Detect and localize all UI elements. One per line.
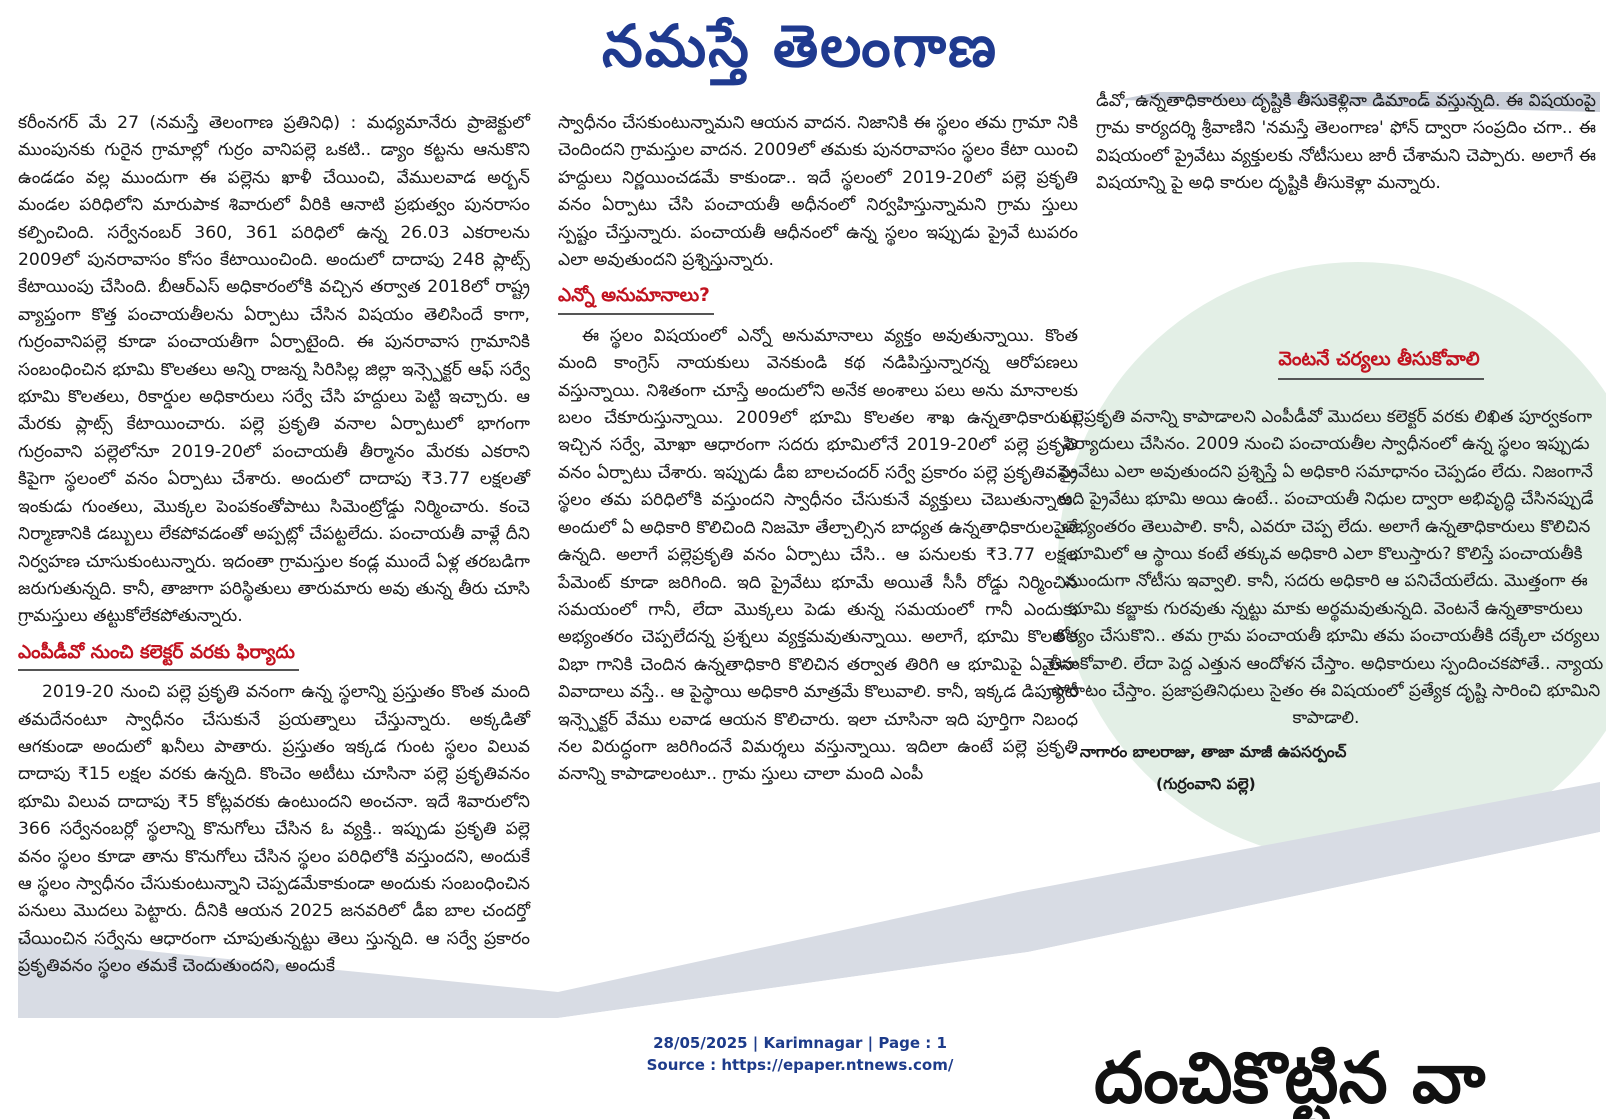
quote-text: పల్లెప్రకృతి వనాన్ని కాపాడాలని ఎంపీడీవో మొదలు కలెక్టర్ వరకు లిఖిత పూర్వకంగా ఫిర్యాదులు చేసినం. 2009 నుంచి పంచాయతీల స్వాధీనంలో ఉన్న స్థలం ఇప్పుడు ప్రైవేటు ఎలా అవుతుందని ప్రశ్నిస్తే ఏ అధికారి సమాధానం చెప్పడం లేదు. నిజంగానే అది ప్రైవేటు భూమి అయి ఉంటే.. పంచాయతీ నిధుల ద్వారా అభివృద్ధి చేసినప్పుడే అభ్యంతరం తెలుపాలి. కానీ, ఎవరూ చెప్ప లేదు. అలాగే ఉన్నతాధికారులు కొలిచిన భూమిలో ఆ స్థాయి కంటే తక్కువ అధికారి ఎలా కొలుస్తారు? కొలిస్తే పంచాయతీకి ముందుగా నోటీసు ఇవ్వాలి. కానీ, సదరు అధికారి ఆ పనిచేయలేదు. మొత్తంగా ఈ భూమి కబ్జాకు గురవుతు న్నట్టు మాకు అర్థమవుతున్నది. వెంటనే ఉన్నతాకారులు జోక్యం చేసుకొని.. తమ గ్రామ పంచాయతీ భూమి తమ పంచాయతీకి దక్కేలా చర్యలు తీసుకోవాలి. లేదా పెద్ద ఎత్తున ఆందోళన చేస్తాం. అధికారులు స్పందించకపోతే.. న్యాయ పోరాటం చేస్తాం. ప్రజాప్రతినిధులు సైతం ఈ విషయంలో ప్రత్యేక దృష్టి సారించి భూమిని కాపాడాలి. bbox=[1048, 407, 1604, 729]
article-paragraph: స్వాధీనం చేసకుంటున్నామని ఆయన వాదన. నిజానికి ఈ స్థలం తమ గ్రామా నికి చెందిందని గ్రామస్తుల వాదన. 2009లో తమకు పునరావాసం స్థలం కేటా యించి హద్దులు నిర్ణయించడమే కాకుండా.. ఇదే స్థలంలో 2019-20లో పల్లె ప్రకృతి వనం ఏర్పాటు చేసి పంచాయతీ అధీనంలో నిర్వహిస్తున్నామని గ్రామ స్తులు స్పష్టం చేస్తున్నారు. పంచాయతీ ఆధీనంలో ఉన్న స్థలం ఇప్పుడు ప్రైవే టుపరం ఎలా అవుతుందని ప్రశ్నిస్తున్నారు. bbox=[558, 113, 1078, 271]
subheading-complaint: ఎంపీడీవో నుంచి కలెక్టర్ వరకు ఫిర్యాదు bbox=[18, 637, 299, 671]
quote-signature: - నాగారం బాలరాజు, తాజా మాజీ ఉపసర్పంచ్ bbox=[1068, 742, 1347, 761]
footer-source-link[interactable]: Source : https://epaper.ntnews.com/ bbox=[646, 1056, 954, 1074]
article-column-2 bbox=[558, 110, 1078, 789]
masthead bbox=[0, 0, 1600, 92]
footer-edition-line: 28/05/2025 | Karimnagar | Page : 1 bbox=[653, 1034, 947, 1052]
article-paragraph: 2019-20 నుంచి పల్లె ప్రకృతి వనంగా ఉన్న స్థలాన్ని ప్రస్తుతం కొంత మంది తమదేనంటూ స్వాధీనం చేసుకునే ప్రయత్నాలు చేస్తున్నారు. అక్కడితో ఆగకుండా అందులో ఖనీలు పాతారు. ప్రస్తుతం ఇక్కడ గుంట స్థలం విలువ దాదాపు ₹15 లక్షల వరకు ఉన్నది. కొంచెం అటీటు చూసినా పల్లె ప్రకృతివనం భూమి విలువ దాదాపు ₹5 కోట్లవరకు ఉంటుందని అంచనా. ఇదే శివారులోని 366 సర్వేనంబర్లో స్థలాన్ని కొనుగోలు చేసిన ఓ వ్యక్తి.. ఇప్పుడు ప్రకృతి పల్లె వనం స్థలం కూడా తాను కొనుగోలు చేసిన స్థలం పరిధిలోకి వస్తుందని, అందుకే ఆ స్థలం స్వాధీనం చేసుకుంటున్నాని చెప్పడమేకాకుండా అందుకు సంబంధించిన పనులు మొదలు పెట్టారు. దీనికి ఆయన 2025 జనవరిలో డీఐ బాల చందర్తో చేయించిన సర్వేను ఆధారంగా చూపుతున్నట్టు తెలు స్తున్నది. ఆ సర్వే ప్రకారం ప్రకృతివనం స్థలం తమకే చెందుతుందని, అందుకే bbox=[18, 682, 530, 977]
next-article-headline: దంచికొట్టిన వా bbox=[1094, 1037, 1486, 1119]
article-paragraph: కరీంనగర్ మే 27 (నమస్తే తెలంగాణ ప్రతినిధి) : మధ్యమానేరు ప్రాజెక్టులో ముంపునకు గురైన గ్రామాల్లో గుర్రం వానిపల్లె ఒకటి.. డ్యాం కట్టను ఆనుకొని ఉండడం వల్ల ముందుగా ఈ పల్లెను ఖాళీ చేయించి, వేములవాడ అర్బన్ మండల పరిధిలోని మారుపాక శివారులో వీరికి ఆనాటి ప్రభుత్వం పునరాసం కల్పించింది. సర్వేనంబర్ 360, 361 పరిధిలో ఉన్న 26.03 ఎకరాలను 2009లో పునరావాసం కోసం కేటాయించింది. అందులో దాదాపు 248 ప్లాట్స్ కేటాయింపు చేసింది. బీఆర్ఎస్ అధికారంలోకి వచ్చిన తర్వాత 2018లో రాష్ట్ర వ్యాప్తంగా కొత్త పంచాయతీలను ఏర్పాటు చేసిన విషయం తెలిసిందే కాగా, గుర్రంవానిపల్లె కూడా పంచాయతీగా ఏర్పాటైంది. ఈ పునరావాస గ్రామానికి సంబంధించిన భూమి కొలతలు అన్ని రాజన్న సిరిసిల్ల జిల్లా ఇన్స్పెక్టర్ ఆఫ్ సర్వే భూమి కొలతలు, రికార్డుల అధికారులు సర్వే చేసి హద్దులు పెట్టి ఇచ్చారు. ఆ మేరకు ప్లాట్స్ కేటాయించారు. పల్లె ప్రకృతి వనాల ఏర్పాటులో భాగంగా గుర్రంవాని పల్లెలోనూ 2019-20లో పంచాయతీ తీర్మానం మేరకు ఎకరాని కిపైగా స్థలంలో వనం ఏర్పాటు చేశారు. అందులో దాదాపు ₹3.77 లక్షలతో ఇంకుడు గుంతలు, మొక్కల పెంపకంతోపాటు సిమెంట్రోడ్డు నిర్మించారు. కంచె నిర్మాణానికి డబ్బులు లేకపోవడంతో అప్పట్లో చేపట్టలేదు. పంచాయతీ వాళ్లే దీని నిర్వహణ చూసుకుంటున్నారు. ఇదంతా గ్రామస్తుల కండ్ల ముందే ఏళ్ల తరబడిగా జరుగుతున్నది. కానీ, తాజాగా పరిస్థితులు తారుమారు అవు తున్న తీరు చూసి గ్రామస్తులు తట్టుకోలేకపోతున్నారు. bbox=[18, 113, 530, 627]
page-footer bbox=[0, 1032, 1600, 1076]
article-paragraph: డీవో, ఉన్నతాధికారులు దృష్టికి తీసుకెళ్లినా డిమాండ్ వస్తున్నది. ఈ విషయంపై గ్రామ కార్యదర్శి శ్రీవాణిని 'నమస్తే తెలంగాణ' ఫోన్ ద్వారా సంప్రదిం చగా.. ఈ విషయంలో ప్రైవేటు వ్యక్తులకు నోటీసులు జారీ చేశామని చెప్పారు. అలాగే ఈ విషయాన్ని పై అధి కారుల దృష్టికి తీసుకెళ్లా మన్నారు. bbox=[1096, 91, 1596, 194]
article-column-1 bbox=[18, 110, 530, 981]
newspaper-logo: నమస్తే తెలంగాణ bbox=[602, 12, 998, 80]
quote-place: (గుర్రంవాని పల్లె) bbox=[1156, 774, 1256, 793]
article-paragraph: ఈ స్థలం విషయంలో ఎన్నో అనుమానాలు వ్యక్తం అవుతున్నాయి. కొంత మంది కాంగ్రెస్ నాయకులు వెనకుండి కథ నడిపిస్తున్నారన్న ఆరోపణలు వస్తున్నాయి. నిశితంగా చూస్తే అందులోని అనేక అంశాలు పలు అను మానాలకు బలం చేకూరుస్తున్నాయి. 2009లో భూమి కొలతల శాఖ ఉన్నతాధికారులు ఇచ్చిన సర్వే, మోఖా ఆధారంగా సదరు భూమిలోనే 2019-20లో పల్లె ప్రకృతి వనం ఏర్పాటు చేశారు. ఇప్పుడు డీఐ బాలచందర్ సర్వే ప్రకారం పల్లె ప్రకృతివనం స్థలం తమ పరిధిలోకి వస్తుందని స్వాధీనం చేసుకునే వ్యక్తులు చెబుతున్నారు. అందులో ఏ అధికారి కొలిచింది నిజమో తేల్చాల్సిన బాధ్యత ఉన్నతాధికారులపైనే ఉన్నది. అలాగే పల్లెప్రకృతి వనం ఏర్పాటు చేసి.. ఆ పనులకు ₹3.77 లక్షల పేమెంట్ కూడా జరిగింది. ఇది ప్రైవేటు భూమే అయితే సీసీ రోడ్డు నిర్మించిన సమయంలో గానీ, లేదా మొక్కలు పెడు తున్న సమయంలో గానీ ఎందుకు అభ్యంతరం చెప్పలేదన్న ప్రశ్నలు వ్యక్తమవుతున్నాయి. అలాగే, భూమి కొలతల విభా గానికి చెందిన ఉన్నతాధికారి కొలిచిన తర్వాత తిరిగి ఆ భూమిపై ఏమైనా వివాదాలు వస్తే.. ఆ పైస్థాయి అధికారి మాత్రమే కొలువాలి. కానీ, ఇక్కడ డిప్యూటీ ఇన్స్పెక్టర్ వేము లవాడ ఆయన కొలిచారు. ఇలా చూసినా ఇది పూర్తిగా నిబంధ నల విరుద్ధంగా జరిగిందనే విమర్శలు వస్తున్నాయి. ఇదిలా ఉంటే పల్లె ప్రకృతి వనాన్ని కాపాడాలంటూ.. గ్రామ స్తులు చాలా మంది ఎంపీ bbox=[558, 325, 1078, 785]
subheading-doubts: ఎన్నో అనుమానాలు? bbox=[558, 280, 714, 314]
article-column-3 bbox=[1096, 88, 1596, 198]
subheading-action: వెంటనే చర్యలు తీసుకోవాలి bbox=[1278, 346, 1483, 380]
quote-box bbox=[1046, 340, 1606, 797]
